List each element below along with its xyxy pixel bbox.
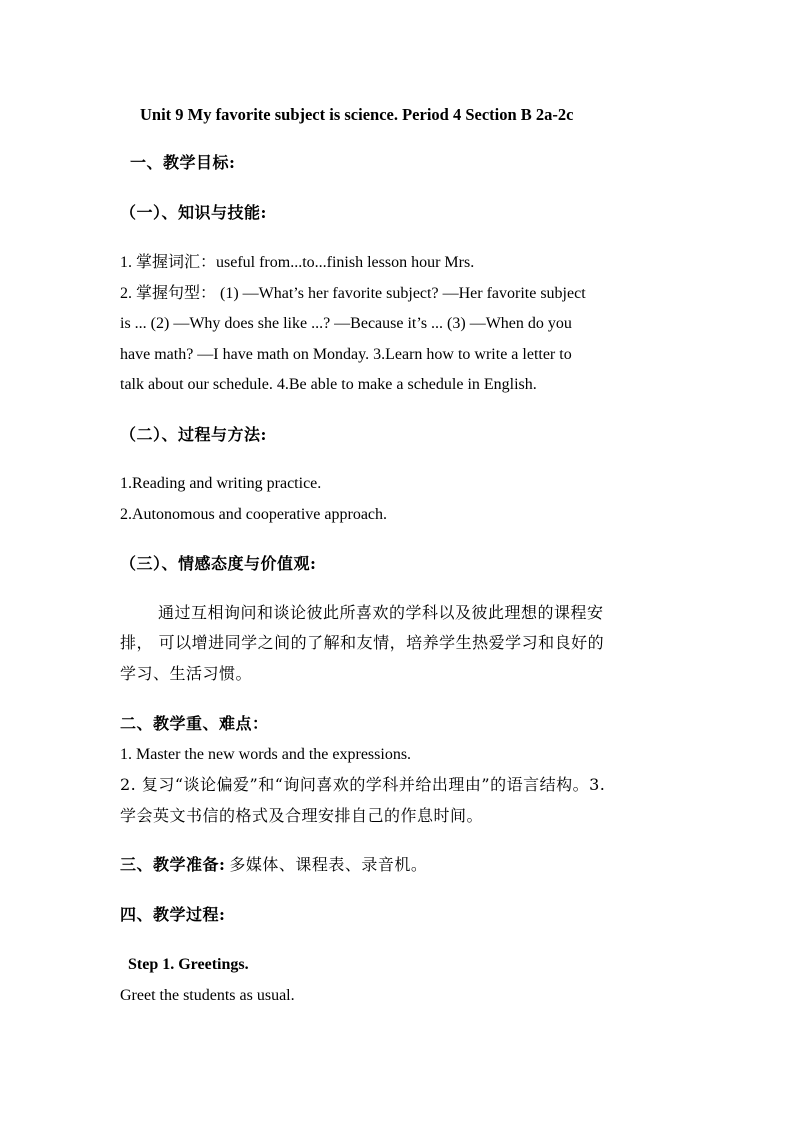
subsection-heading-knowledge-skills: （一）、知识与技能: bbox=[120, 203, 267, 222]
section-heading-preparation: 三、教学准备: bbox=[120, 855, 226, 874]
paragraph-line: 1. Master the new words and the expressions. bbox=[120, 746, 412, 763]
section-heading-key-points: 二、教学重、难点： bbox=[120, 714, 269, 733]
subsection-heading-attitudes-values: （三）、情感态度与价值观: bbox=[120, 554, 317, 573]
paragraph-line: is ... (2) —Why does she like ...? —Because it’s ... (3) —When do you bbox=[120, 315, 572, 332]
paragraph-line: 通过互相询问和谈论彼此所喜欢的学科以及彼此理想的课程安 bbox=[158, 603, 604, 622]
paragraph-line: 2. 复习“谈论偏爱”和“询问喜欢的学科并给出理由”的语言结构。3. bbox=[120, 775, 606, 794]
paragraph-line: talk about our schedule. 4.Be able to make a schedule in English. bbox=[120, 376, 537, 393]
paragraph-line: have math? —I have math on Monday. 3.Learn how to write a letter to bbox=[120, 346, 572, 363]
step-heading-greetings: Step 1. Greetings. bbox=[128, 956, 249, 973]
document-page bbox=[120, 0, 680, 1123]
paragraph-line: 学习、生活习惯。 bbox=[120, 664, 253, 683]
paragraph-line: 2.Autonomous and cooperative approach. bbox=[120, 506, 388, 523]
paragraph-line: 2. 掌握句型： (1) —What’s her favorite subject? —Her favorite subject bbox=[120, 285, 586, 302]
preparation-text: 多媒体、课程表、录音机。 bbox=[229, 855, 428, 874]
paragraph-line: 排， 可以增进同学之间的了解和友情，培养学生热爱学习和良好的 bbox=[120, 633, 605, 652]
subsection-heading-process-methods: （二）、过程与方法: bbox=[120, 425, 267, 444]
paragraph-line: 1.Reading and writing practice. bbox=[120, 475, 322, 492]
section-line-preparation bbox=[120, 855, 427, 876]
section-heading-teaching-process: 四、教学过程: bbox=[120, 905, 226, 924]
paragraph-line: 学会英文书信的格式及合理安排自己的作息时间。 bbox=[120, 806, 484, 825]
paragraph-line: 1. 掌握词汇：useful from...to...finish lesson hour Mrs. bbox=[120, 254, 475, 271]
section-heading-objectives: 一、教学目标: bbox=[130, 153, 236, 172]
document-title: Unit 9 My favorite subject is science. Period 4 Section B 2a-2c bbox=[140, 105, 574, 124]
paragraph-line: Greet the students as usual. bbox=[120, 987, 295, 1004]
